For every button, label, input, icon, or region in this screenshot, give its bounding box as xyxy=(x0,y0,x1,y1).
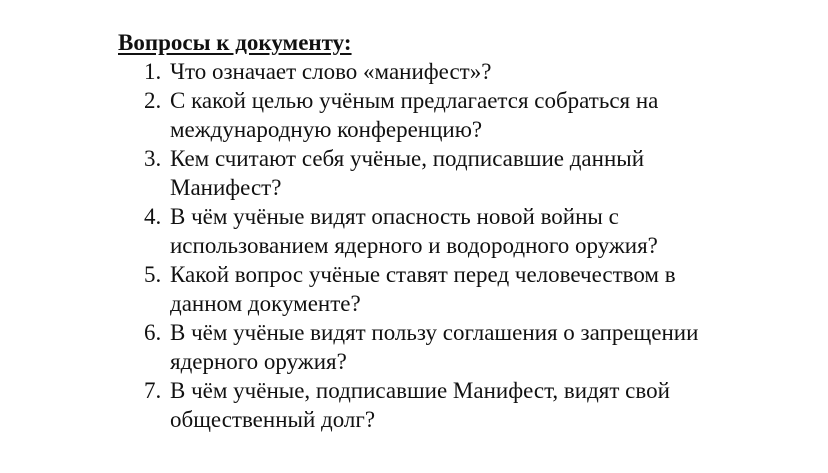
question-number: 5. xyxy=(144,262,162,287)
document-heading: Вопросы к документу: xyxy=(118,30,352,55)
question-number: 2. xyxy=(144,88,162,113)
question-text-line: С какой целью учёным предлагается собраться на xyxy=(170,88,659,113)
question-text-line: международную конференцию? xyxy=(170,117,483,142)
question-text-line: Что означает слово «манифест»? xyxy=(170,59,492,84)
question-item-5 xyxy=(118,260,808,318)
question-text-line: В чём учёные видят пользу соглашения о запрещении xyxy=(170,320,699,345)
question-item-1 xyxy=(118,57,808,86)
question-item-6 xyxy=(118,318,808,376)
question-item-3 xyxy=(118,144,808,202)
question-item-2 xyxy=(118,86,808,144)
question-number: 1. xyxy=(144,59,162,84)
question-text-line: Кем считают себя учёные, подписавшие данный xyxy=(170,146,645,171)
question-text-line: В чём учёные видят опасность новой войны с xyxy=(170,204,619,229)
question-text-line: ядерного оружия? xyxy=(170,349,347,374)
question-number: 6. xyxy=(144,320,162,345)
question-text-line: использованием ядерного и водородного оружия? xyxy=(170,233,658,258)
question-text-line: данном документе? xyxy=(170,291,361,316)
question-text-line: Манифест? xyxy=(170,175,282,200)
question-text-line: Какой вопрос учёные ставят перед человечеством в xyxy=(170,262,676,287)
question-number: 4. xyxy=(144,204,162,229)
question-text-line: общественный долг? xyxy=(170,407,376,432)
question-list xyxy=(118,57,808,434)
document xyxy=(118,28,808,434)
question-text-line: В чём учёные, подписавшие Манифест, видят свой xyxy=(170,378,670,403)
question-number: 7. xyxy=(144,378,162,403)
question-item-7 xyxy=(118,376,808,434)
question-number: 3. xyxy=(144,146,162,171)
question-item-4 xyxy=(118,202,808,260)
